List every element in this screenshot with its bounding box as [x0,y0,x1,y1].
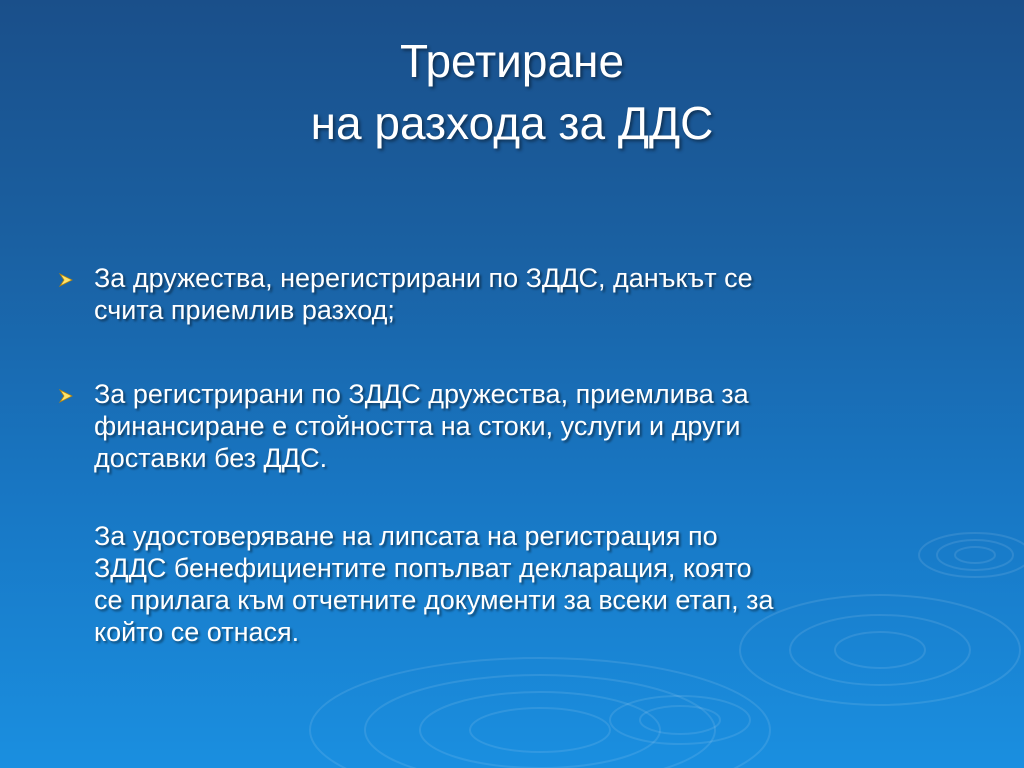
paragraph-line: се прилага към отчетните документи за всеки етап, за [94,585,774,615]
declaration-paragraph [58,520,958,648]
paragraph-line: За удостоверяване на липсата на регистрация по [94,521,718,551]
title-line-2: на разхода за ДДС [310,97,714,149]
bullet-line: За регистрирани по ЗДДС дружества, приемлива за [94,379,749,409]
bullet-line: финансиране е стойността на стоки, услуги и други [94,411,741,441]
bullet-line: доставки без ДДС. [94,443,328,473]
title-line-1: Третиране [399,35,625,87]
bullet-item-1 [58,262,958,326]
slide-body [58,262,958,648]
arrow-bullet-icon [58,264,74,288]
arrow-bullet-icon [58,380,74,404]
bullet-line: счита приемлив разход; [94,295,395,325]
paragraph-line: който се отнася. [94,617,300,647]
bullet-item-2 [58,378,958,474]
bullet-line: За дружества, нерегистрирани по ЗДДС, данъкът се [94,263,753,293]
paragraph-line: ЗДДС бенефициентите попълват декларация, която [94,553,752,583]
slide-title [0,30,1024,154]
